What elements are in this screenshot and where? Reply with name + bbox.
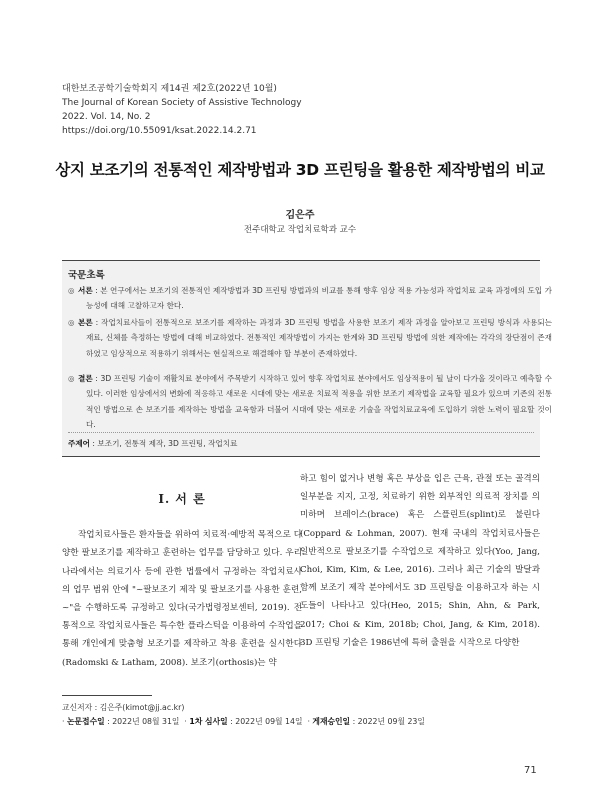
abstract-text: : 본 연구에서는 보조기의 전통적인 제작방법과 3D 프린팅 방법과의 비교를 통해 향후 임상 적용 가능성과 작업치료 교육 과정에의 도입 가능성에 대해 고찰하고자 한다. bbox=[86, 286, 552, 311]
accepted-date: : 2022년 09월 23일 bbox=[350, 717, 425, 726]
review-date: : 2022년 09월 14일 bbox=[227, 717, 303, 726]
abstract-text: : 3D 프린팅 기술이 재활치료 분야에서 주목받기 시작하고 있어 향후 작업치료 분야에서도 임상적용이 될 날이 다가올 것이라고 예측할 수 있다. 이러한 임상에서의 변화에 적응하고 새로운 시대에 맞는 새로운 치료적 적용을 위한 보조기 제작법을 교육할 필요가 있으며 기존의 전통적인 방법으로 손 보조기를 제작하는 방법을 교육함과 더불어 시대에 맞는 새로운 기술을 작업치료교육에 도입하기 위한 노력이 필요할 것이다. bbox=[86, 374, 552, 430]
abstract-label: 본론 bbox=[78, 318, 93, 327]
abstract-label: 결론 bbox=[78, 374, 93, 383]
bullet-icon: ◎ bbox=[68, 374, 75, 383]
abstract-divider bbox=[68, 432, 534, 433]
body-paragraph: 작업치료사들은 환자들을 위하여 치료적·예방적 목적으로 다양한 팔보조기를 제작하고 훈련하는 업무를 담당하고 있다. 우리나라에서는 의료기사 등에 관한 법률에서 규정하는 작업치료사의 업무 범위 안에 "~팔보조기 제작 및 팔보조기를 사용한 훈련, ~"을 수행하도록 규정하고 있다(국가법령정보센터, 2019). 전통적으로 작업치료사들은 특수한 플라스틱을 이용하여 수작업을 통해 개인에게 맞춤형 보조기를 제작하고 착용 훈련을 실시한다(Radomski & Latham, 2008). 보조기(orthosis)는 약 bbox=[62, 530, 302, 668]
body-column-right bbox=[300, 470, 540, 652]
accepted-label: 게재승인일 bbox=[312, 717, 351, 726]
section-heading: I. 서 론 bbox=[158, 492, 206, 506]
author-name: 김은주 bbox=[285, 210, 315, 221]
received-label: 논문접수일 bbox=[66, 717, 105, 726]
received-date: : 2022년 08월 31일 bbox=[104, 717, 180, 726]
abstract-conclusion bbox=[68, 371, 552, 433]
bullet-icon: ◎ bbox=[68, 318, 75, 327]
journal-english-name: The Journal of Korean Society of Assistive Technology bbox=[62, 98, 302, 108]
journal-info bbox=[62, 82, 302, 138]
keywords bbox=[68, 438, 237, 449]
body-paragraph: 하고 힘이 없거나 변형 혹은 부상을 입은 근육, 관절 또는 골격의 일부분을 지지, 고정, 치료하기 위한 외부적인 의료적 장치를 의미하며 브레이스(brace) 혹은 스플린트(splint)로 불린다(Coppard & Lohman, 2007). 현재 국내의 작업치료사들은 일반적으로 팔보조기를 수작업으로 제작하고 있다(Yoo, Jang, Choi, Kim, Kim, & Lee, 2016). 그러나 최근 기술의 발달과 함께 보조기 제작 분야에서도 3D 프린팅을 이용하고자 하는 시도들이 나타나고 있다(Heo, 2015; Shin, Ahn, & Park, 2017; Choi & Kim, 2018b; Choi, Jang, & Kim, 2018). 3D 프린팅 기술은 1986년에 특허 출원을 시작으로 다양한 bbox=[300, 474, 540, 648]
paper-title: 상지 보조기의 전통적인 제작방법과 3D 프린팅을 활용한 제작방법의 비교 bbox=[55, 161, 545, 179]
body-column-left bbox=[62, 470, 302, 672]
footnote bbox=[62, 701, 425, 729]
dates-line: · 논문접수일 : 2022년 08월 31일 · 1차 심사일 : 2022년 09월 14일 · 게재승인일 : 2022년 09월 23일 bbox=[62, 717, 425, 726]
abstract-heading: 국문초록 bbox=[68, 270, 105, 281]
keywords-text: : 보조기, 전통적 제작, 3D 프린팅, 작업치료 bbox=[90, 439, 238, 448]
journal-doi[interactable]: https://doi.org/10.55091/ksat.2022.14.2.71 bbox=[62, 126, 257, 136]
keywords-label: 주제어 bbox=[68, 439, 91, 448]
journal-korean-name: 대한보조공학기술학회지 제14권 제2호(2022년 10월) bbox=[62, 84, 277, 94]
abstract-text: : 작업치료사들이 전통적으로 보조기를 제작하는 과정과 3D 프린팅 방법을 사용한 보조기 제작 과정을 알아보고 프린팅 방식과 사용되는 재료, 신체를 측정하는 방법에 대해 비교하였다. 전통적인 제작방법이 가지는 한계와 3D 프린팅 방법에 의한 제작에는 각각의 장단점이 존재하였고 임상적으로 적용하기 위해서는 현실적으로 해결해야 할 부분이 존재하였다. bbox=[86, 318, 552, 358]
corresponding-author: 교신저자 : 김은주(kimot@jj.ac.kr) bbox=[62, 703, 185, 712]
journal-volume: 2022. Vol. 14, No. 2 bbox=[62, 112, 151, 122]
footnote-rule bbox=[62, 695, 152, 696]
abstract-body bbox=[68, 315, 552, 361]
page-number: 71 bbox=[524, 765, 537, 776]
abstract-box bbox=[62, 260, 552, 457]
abstract-introduction bbox=[68, 283, 552, 314]
abstract-label: 서론 bbox=[78, 286, 93, 295]
author-affiliation: 전주대학교 작업치료학과 교수 bbox=[243, 225, 357, 235]
bullet-icon: ◎ bbox=[68, 286, 75, 295]
review-label: 1차 심사일 bbox=[189, 717, 228, 726]
